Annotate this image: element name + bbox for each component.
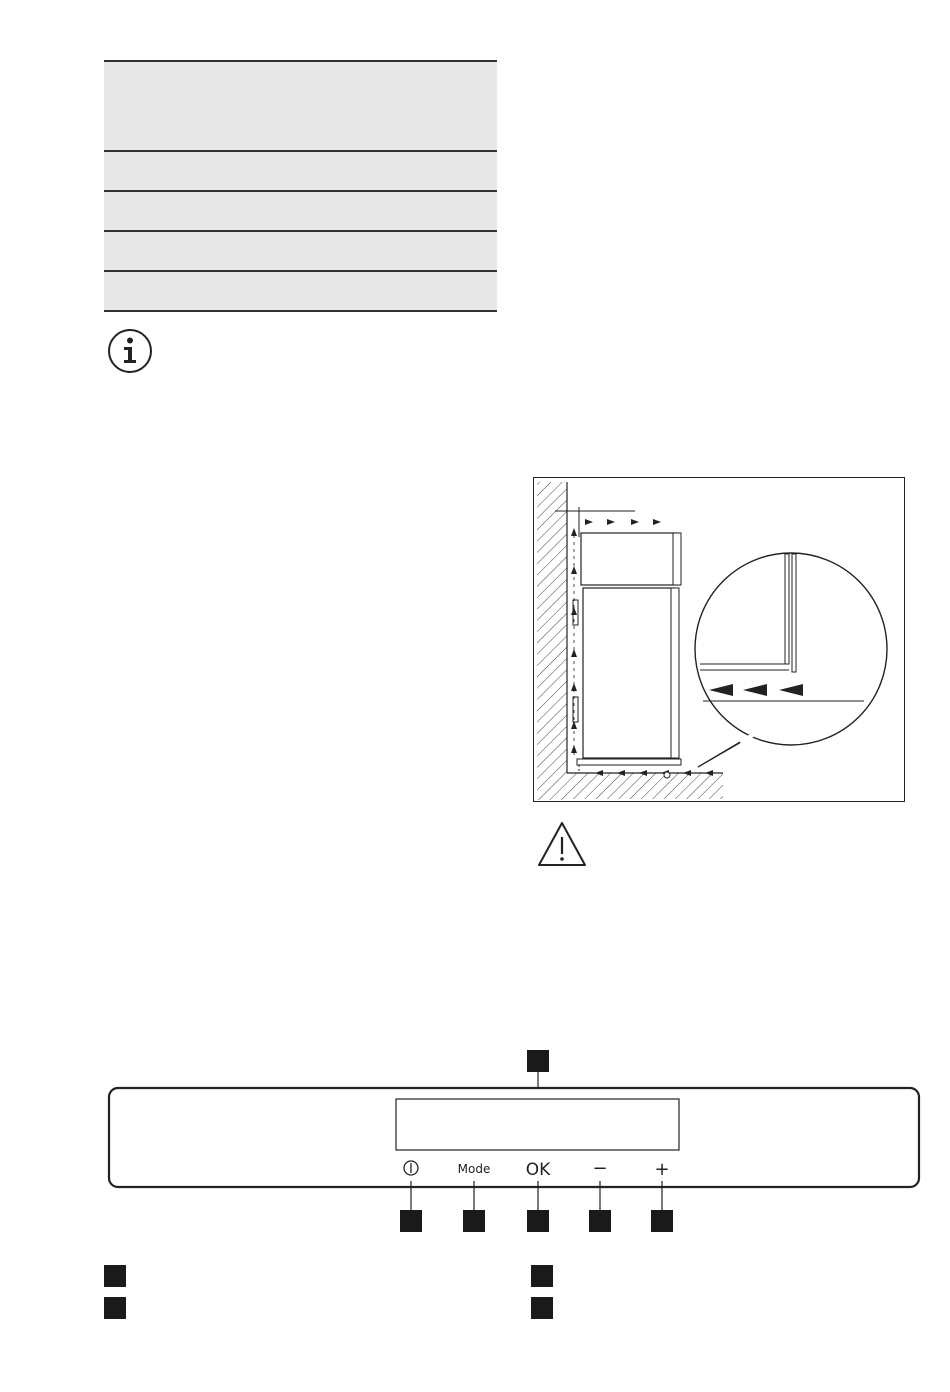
zoom-detail (695, 553, 887, 745)
control-panel (100, 1048, 930, 1238)
mode-button[interactable]: Mode (457, 1162, 491, 1176)
wall-hatch (537, 482, 567, 800)
display-window (396, 1099, 679, 1150)
airflow-diagram (533, 477, 905, 802)
table-row (104, 230, 497, 270)
callout-minus (589, 1210, 611, 1232)
plus-button[interactable]: + (654, 1159, 670, 1180)
floor-hatch (567, 773, 723, 799)
info-table (104, 60, 497, 312)
table-header (104, 60, 497, 150)
table-row (104, 150, 497, 190)
legend-marker (531, 1297, 553, 1319)
table-row (104, 190, 497, 230)
callout-mode (463, 1210, 485, 1232)
legend-marker (104, 1265, 126, 1287)
legend-marker (531, 1265, 553, 1287)
legend-marker (104, 1297, 126, 1319)
minus-button[interactable]: − (592, 1158, 608, 1179)
warning-icon (536, 820, 588, 868)
callout-display (527, 1050, 549, 1072)
callout-ok (527, 1210, 549, 1232)
callout-plus (651, 1210, 673, 1232)
table-row (104, 270, 497, 312)
ok-button[interactable]: OK (525, 1160, 551, 1180)
info-icon (107, 328, 153, 374)
callout-power (400, 1210, 422, 1232)
